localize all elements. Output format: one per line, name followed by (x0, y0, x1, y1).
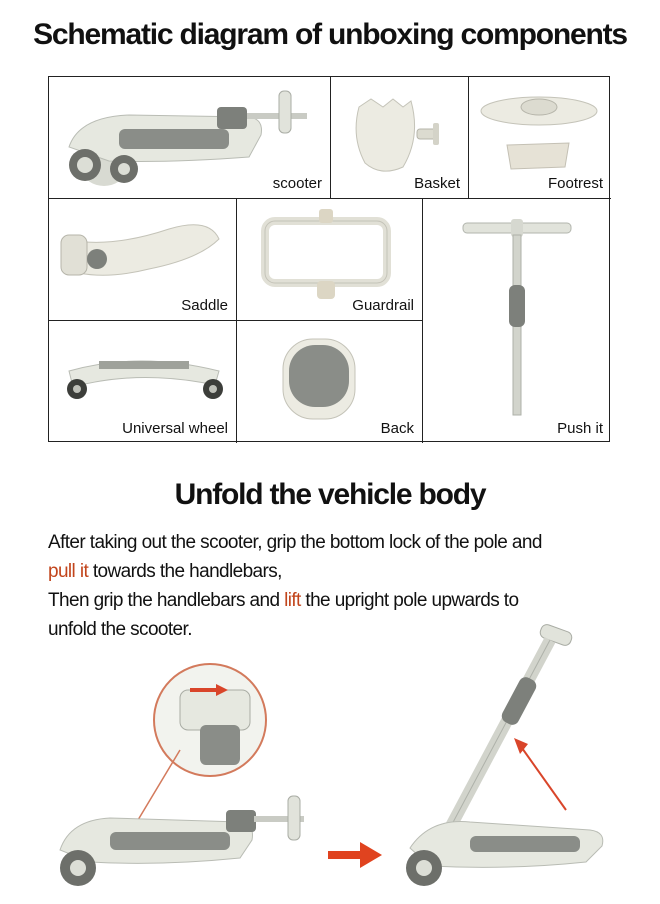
cell-basket (331, 77, 469, 199)
label-guardrail: Guardrail (352, 297, 414, 314)
highlight-pull-it: pull it (48, 561, 89, 582)
transition-arrow-icon (326, 840, 386, 870)
label-footrest: Footrest (547, 175, 603, 192)
unfolded-scooter-illustration (390, 618, 630, 902)
cell-back (237, 321, 423, 443)
instruction-line-2: pull it towards the handlebars, (48, 561, 282, 582)
label-universal-wheel: Universal wheel (122, 420, 228, 437)
label-push-it: Push it (557, 420, 603, 437)
section-title-unfold: Unfold the vehicle body (174, 478, 486, 511)
instruction-line-1: After taking out the scooter, grip the bottom lock of the pole and (48, 532, 542, 553)
cell-guardrail (237, 199, 423, 321)
components-grid (48, 76, 610, 442)
label-basket: Basket (414, 175, 460, 192)
instruction-line-3: Then grip the handlebars and lift the upright pole upwards to (48, 590, 519, 611)
label-saddle: Saddle (181, 297, 228, 314)
instruction-line-4: unfold the scooter. (48, 619, 192, 640)
label-back: Back (380, 420, 414, 437)
label-scooter: scooter (272, 175, 322, 192)
cell-universal-wheel (49, 321, 237, 443)
universal-wheel-image (49, 321, 235, 421)
cell-saddle (49, 199, 237, 321)
cell-footrest (469, 77, 611, 199)
highlight-lift: lift (284, 590, 301, 611)
cell-push-it (423, 199, 611, 443)
page-title: Schematic diagram of unboxing components (33, 18, 627, 51)
cell-scooter (49, 77, 331, 199)
push-handle-image (423, 199, 609, 419)
